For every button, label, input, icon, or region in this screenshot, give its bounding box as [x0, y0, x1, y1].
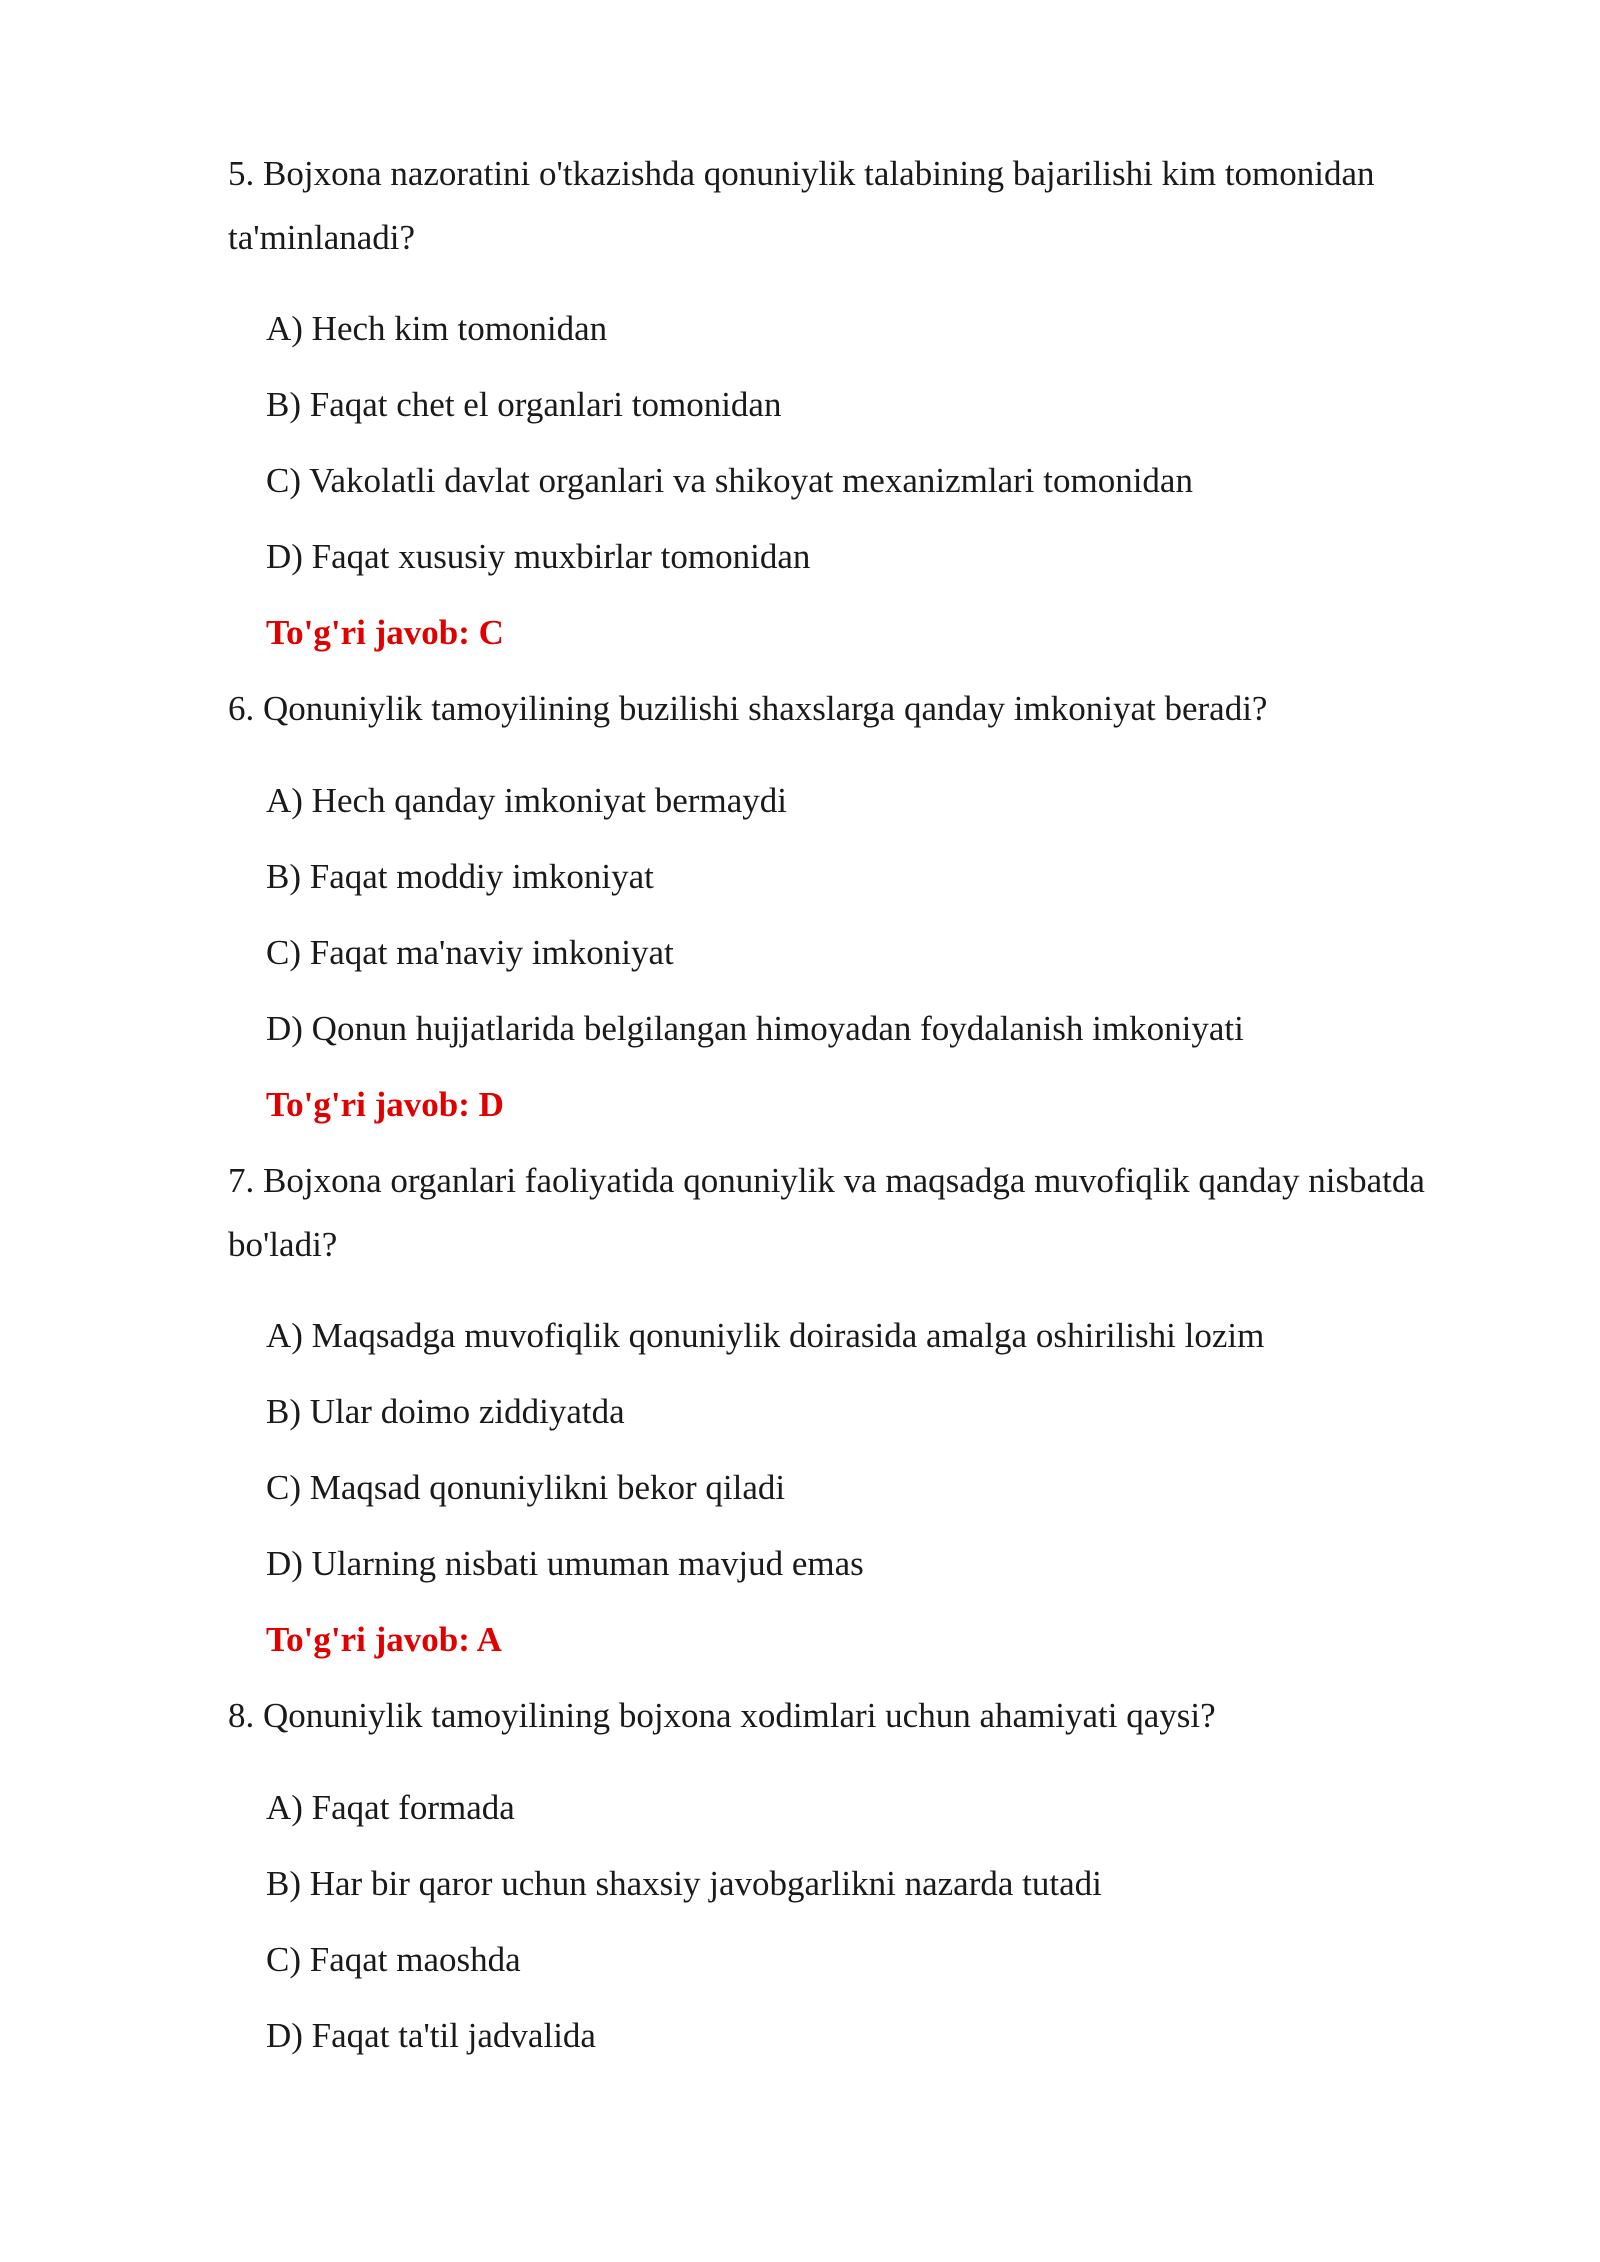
question-7-option-d: D) Ularning nisbati umuman mavjud emas	[266, 1544, 864, 1583]
question-6-option-b: B) Faqat moddiy imkoniyat	[266, 857, 654, 896]
question-5-option-d: D) Faqat xususiy muxbirlar tomonidan	[266, 537, 811, 576]
question-8-option-d: D) Faqat ta'til jadvalida	[266, 2016, 596, 2055]
question-5-option-a: A) Hech kim tomonidan	[266, 309, 608, 348]
question-7-option-c: C) Maqsad qonuniylikni bekor qiladi	[266, 1468, 786, 1507]
question-5-option-b: B) Faqat chet el organlari tomonidan	[266, 385, 782, 424]
question-7-answer: To'g'ri javob: A	[266, 1620, 502, 1659]
question-8-option-a: A) Faqat formada	[266, 1788, 515, 1827]
question-8-option-c: C) Faqat maoshda	[266, 1940, 521, 1979]
question-6-option-d: D) Qonun hujjatlarida belgilangan himoyadan foydalanish imkoniyati	[266, 1009, 1244, 1048]
question-8-text: 8. Qonuniylik tamoyilining bojxona xodimlari uchun ahamiyati qaysi?	[228, 1696, 1216, 1735]
question-8-option-b: B) Har bir qaror uchun shaxsiy javobgarlikni nazarda tutadi	[266, 1864, 1102, 1903]
question-5-answer: To'g'ri javob: C	[266, 613, 504, 652]
question-6-text: 6. Qonuniylik tamoyilining buzilishi shaxslarga qanday imkoniyat beradi?	[228, 689, 1268, 728]
question-6-answer: To'g'ri javob: D	[266, 1085, 504, 1124]
question-5-text: 5. Bojxona nazoratini o'tkazishda qonuniylik talabining bajarilishi kim tomonidan ta'minlanadi?	[228, 154, 1375, 257]
question-7-option-b: B) Ular doimo ziddiyatda	[266, 1392, 625, 1431]
question-6-option-c: C) Faqat ma'naviy imkoniyat	[266, 933, 674, 972]
question-7-option-a: A) Maqsadga muvofiqlik qonuniylik doirasida amalga oshirilishi lozim	[266, 1316, 1265, 1355]
question-7-text: 7. Bojxona organlari faoliyatida qonuniylik va maqsadga muvofiqlik qanday nisbatda bo'ladi?	[228, 1161, 1425, 1264]
question-6-option-a: A) Hech qanday imkoniyat bermaydi	[266, 781, 787, 820]
question-5-option-c: C) Vakolatli davlat organlari va shikoyat mexanizmlari tomonidan	[266, 461, 1193, 500]
